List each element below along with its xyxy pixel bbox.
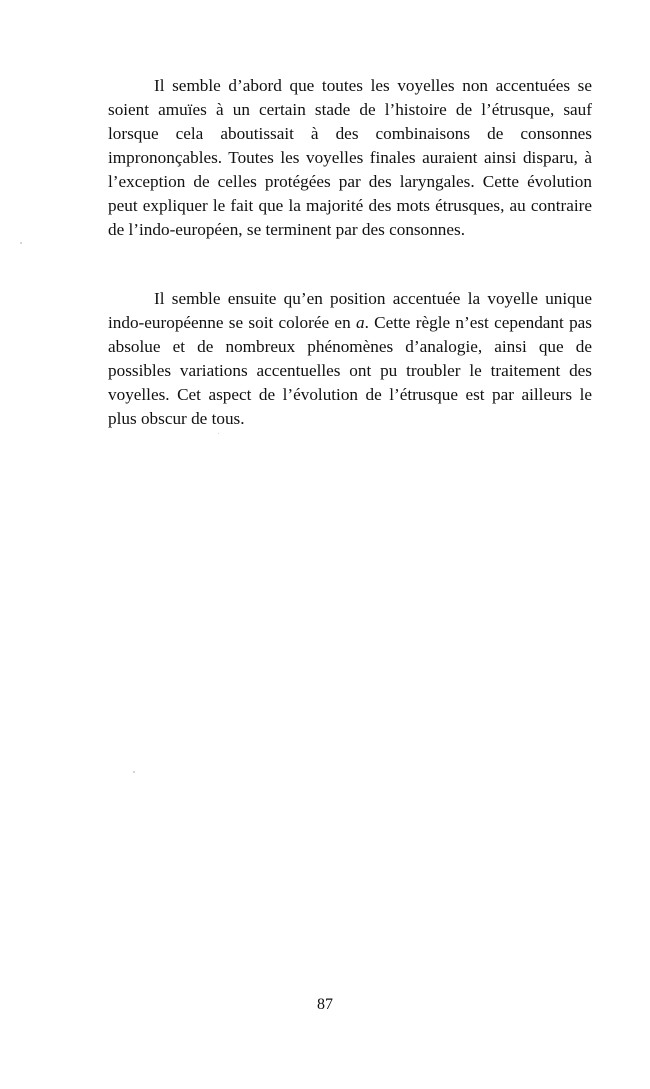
page-number: 87	[317, 996, 333, 1013]
paragraph-text: Il semble d’abord que toutes les voyelles non accentuées se soient amuïes à un certain stade de l’histoire de l’étrusque, sauf lorsque cela aboutissait à des combinaisons de consonnes imprononçables. Toutes les voyelles finales auraient ainsi disparu, à l’exception de celles protégées par des laryngales. Cette évolution peut expliquer le fait que la majorité des mots étrusques, au contraire de l’indo-européen, se terminent par des consonnes.	[108, 76, 592, 239]
paragraph-text: . Cette règle n’est cependant pas absolue et de nombreux phénomènes d’analogie, ainsi que de possibles variations accentuelles ont pu troubler le traitement des voyelles. Cet aspect de l’évolution de l’étrusque est par ailleurs le plus obscur de tous.	[108, 313, 592, 428]
scan-speck	[133, 771, 135, 773]
paragraph-text: Il semble ensuite qu’en position accentuée la voyelle unique indo-européenne se soit colorée en	[108, 289, 592, 332]
italic-letter: a	[355, 313, 365, 332]
scan-speck	[218, 433, 219, 434]
scan-speck	[20, 242, 22, 244]
paragraph-vowel-coloring	[108, 287, 592, 431]
paragraph-vowel-loss	[108, 74, 592, 242]
